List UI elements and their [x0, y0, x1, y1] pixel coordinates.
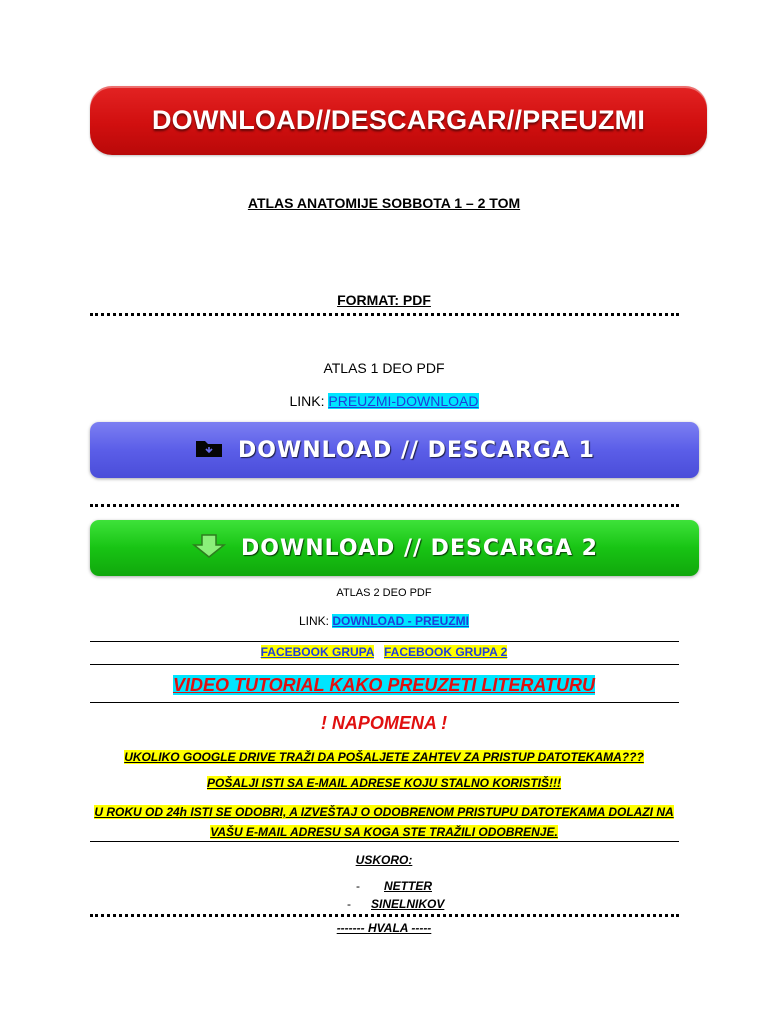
atlas2-heading: ATLAS 2 DEO PDF: [336, 587, 432, 599]
note-line-3b: VAŠU E-MAIL ADRESU SA KOGA STE TRAŽILI ODOBRENJE.: [210, 825, 558, 839]
format-row: [0, 292, 768, 310]
coming-soon-heading-row: [0, 851, 768, 869]
folder-download-icon: [194, 438, 224, 463]
thanks-row: [0, 919, 768, 937]
atlas1-heading: ATLAS 1 DEO PDF: [323, 360, 445, 376]
arrow-down-icon: [191, 533, 227, 564]
divider: [90, 641, 679, 642]
note-line-2: POŠALJI ISTI SA E-MAIL ADRESE KOJU STALNO KORISTIŠ!!!: [206, 776, 562, 790]
format-label: FORMAT: PDF: [337, 292, 431, 308]
facebook-group-link-1[interactable]: FACEBOOK GRUPA: [260, 645, 374, 659]
coming-soon-bullet-1: -: [356, 879, 360, 893]
thanks-text: ------- HVALA -----: [336, 921, 432, 935]
atlas1-link-row: [0, 393, 768, 409]
atlas2-link-prefix: LINK:: [298, 614, 329, 628]
coming-soon-bullet-2: -: [347, 897, 351, 911]
download-banner[interactable]: [90, 86, 707, 155]
document-title: ATLAS ANATOMIJE SOBBOTA 1 – 2 TOM: [247, 195, 521, 211]
coming-soon-item-netter: NETTER: [384, 879, 432, 893]
download-button-2-label: DOWNLOAD // DESCARGA 2: [241, 535, 598, 561]
divider: [90, 841, 679, 842]
atlas2-link[interactable]: DOWNLOAD - PREUZMI: [332, 614, 469, 628]
coming-soon-item-sinelnikov: SINELNIKOV: [371, 897, 445, 911]
coming-soon-heading: USKORO:: [355, 853, 413, 867]
video-tutorial-row: [0, 675, 768, 696]
note-line-3a: U ROKU OD 24h ISTI SE ODOBRI, A IZVEŠTAJ O ODOBRENOM PRISTUPU DATOTEKAMA DOLAZI NA: [94, 805, 674, 819]
atlas1-link[interactable]: PREUZMI-DOWNLOAD: [328, 393, 479, 409]
note-line-3-row: [0, 802, 768, 842]
note-heading: ! NAPOMENA !: [320, 713, 448, 733]
download-banner-label: DOWNLOAD//DESCARGAR//PREUZMI: [151, 105, 646, 135]
document-title-row: [0, 195, 768, 213]
facebook-group-link-2[interactable]: FACEBOOK GRUPA 2: [384, 645, 508, 659]
divider: [90, 702, 679, 703]
note-line-1: UKOLIKO GOOGLE DRIVE TRAŽI DA POŠALJETE ZAHTEV ZA PRISTUP DATOTEKAMA???: [124, 750, 644, 764]
dotted-divider: [90, 504, 679, 507]
note-line-1-row: [0, 748, 768, 766]
divider: [90, 664, 679, 665]
facebook-groups-row: [0, 645, 768, 659]
dotted-divider: [90, 313, 679, 316]
atlas1-link-prefix: LINK:: [289, 393, 325, 409]
dotted-divider: [90, 914, 679, 917]
video-tutorial-link[interactable]: VIDEO TUTORIAL KAKO PREUZETI LITERATURU: [172, 675, 595, 695]
note-line-2-row: [0, 774, 768, 792]
atlas2-link-row: [0, 614, 768, 628]
download-button-1[interactable]: [90, 422, 699, 478]
download-button-2[interactable]: [90, 520, 699, 576]
download-button-1-label: DOWNLOAD // DESCARGA 1: [238, 437, 595, 463]
